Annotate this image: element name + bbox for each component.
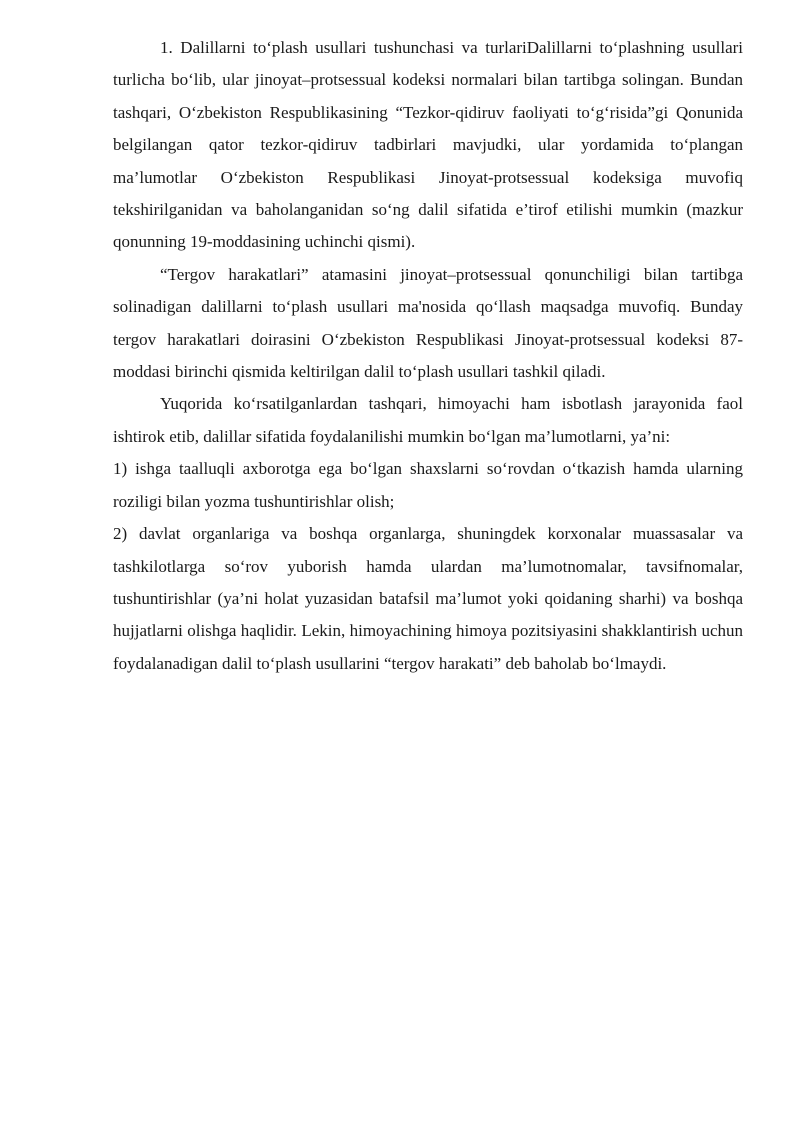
paragraph-defender-role: Yuqorida ko‘rsatilganlardan tashqari, himoyachi ham isbotlash jarayonida faol ishtirok etib, dalillar sifatida foydalanilishi mumkin bo‘lgan ma’lumotlarni, ya’ni:: [113, 394, 743, 446]
paragraph-investigative-actions: “Tergov harakatlari” atamasini jinoyat–protsessual qonunchiligi bilan tartibga solinadigan dalillarni to‘plash usullari ma'nosida qo‘llash maqsadga muvofiq. Bunday tergov harakatlari doirasini O‘zbekiston Respublikasi Jinoyat-protsessual kodeksi 87-moddasi birinchi qismida keltirilgan dalil to‘plash usullari tashkil qiladi.: [113, 264, 743, 382]
list-item-1: 1) ishga taalluqli axborotga ega bo‘lgan shaxslarni so‘rovdan o‘tkazish hamda ularning roziligi bilan yozma tushuntirishlar olish;: [113, 459, 743, 511]
paragraph-definition: 1. Dalillarni to‘plash usullari tushunchasi va turlariDalillarni to‘plashning usullari turlicha bo‘lib, ular jinoyat–protsessual kodeksi normalari bilan tartibga solingan. Bundan tashqari, O‘zbekiston Respublikasining “Tezkor-qidiruv faoliyati to‘g‘risida”gi Qonunida belgilangan qator tezkor-qidiruv tadbirlari mavjudki, ular yordamida to‘plangan ma’lumotlar O‘zbekiston Respublikasi Jinoyat-protsessual kodeksiga muvofiq tekshirilganidan va baholanganidan so‘ng dalil sifatida e’tirof etilishi mumkin (mazkur qonunning 19-moddasining uchinchi qismi).: [113, 38, 743, 252]
document-page: [113, 32, 743, 680]
list-item-2: 2) davlat organlariga va boshqa organlarga, shuningdek korxonalar muassasalar va tashkilotlarga so‘rov yuborish hamda ulardan ma’lumotnomalar, tavsifnomalar, tushuntirishlar (ya’ni holat yuzasidan batafsil ma’lumot yoki qoidaning sharhi) va boshqa hujjatlarni olishga haqlidir. Lekin, himoyachining himoya pozitsiyasini shakklantirish uchun foydalanadigan dalil to‘plash usullarini “tergov harakati” deb baholab bo‘lmaydi.: [113, 524, 743, 673]
